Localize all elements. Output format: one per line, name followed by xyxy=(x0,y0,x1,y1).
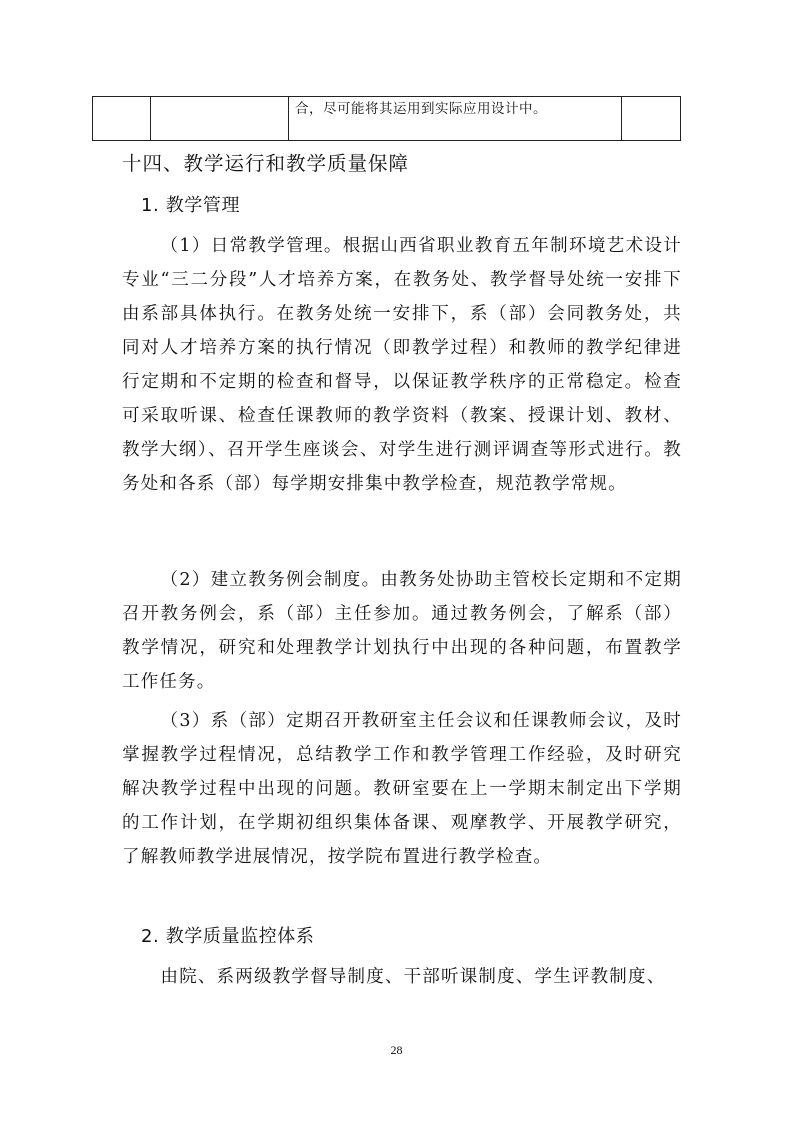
table-column-divider xyxy=(288,97,289,140)
subsection-heading-teaching-management: 1. 教学管理 xyxy=(141,195,241,216)
subsection-heading-quality-monitoring: 2. 教学质量监控体系 xyxy=(141,926,315,947)
paragraph-teaching-meeting-system: （2）建立教务例会制度。由教务处协助主管校长定期和不定期召开教务例会，系（部）主任参加。通过教务例会，了解系（部）教学情况，研究和处理教学计划执行中出现的各种问题，布置教学工作任务。 xyxy=(122,570,682,692)
table-fragment xyxy=(92,96,681,141)
paragraph-daily-teaching-management: （1）日常教学管理。根据山西省职业教育五年制环境艺术设计专业“三二分段”人才培养方案，在教务处、教学督导处统一安排下由系部具体执行。在教务处统一安排下，系（部）会同教务处，共同对人才培养方案的执行情况（即教学过程）和教师的教学纪律进行定期和不定期的检查和督导，以保证教学秩序的正常稳定。检查可采取听课、检查任课教师的教学资料（教案、授课计划、教材、教学大纲）、召开学生座谈会、对学生进行测评调查等形式进行。教务处和各系（部）每学期安排集中教学检查，规范教学常规。 xyxy=(122,236,682,494)
table-column-divider xyxy=(150,97,151,140)
table-cell-text: 合，尽可能将其运用到实际应用设计中。 xyxy=(295,101,547,117)
paragraph-department-meetings: （3）系（部）定期召开教研室主任会议和任课教师会议，及时掌握教学过程情况，总结教学工作和教学管理工作经验，及时研究解决教学过程中出现的问题。教研室要在上一学期末制定出下学期的工作计划，在学期初组织集体备课、观摩教学、开展教学研究，了解教师教学进展情况，按学院布置进行教学检查。 xyxy=(122,711,682,867)
page-number: 28 xyxy=(390,1043,403,1057)
table-column-divider xyxy=(621,97,622,140)
section-heading: 十四、教学运行和教学质量保障 xyxy=(122,152,410,175)
paragraph-quality-monitoring: 由院、系两级教学督导制度、干部听课制度、学生评教制度、 xyxy=(160,967,666,987)
